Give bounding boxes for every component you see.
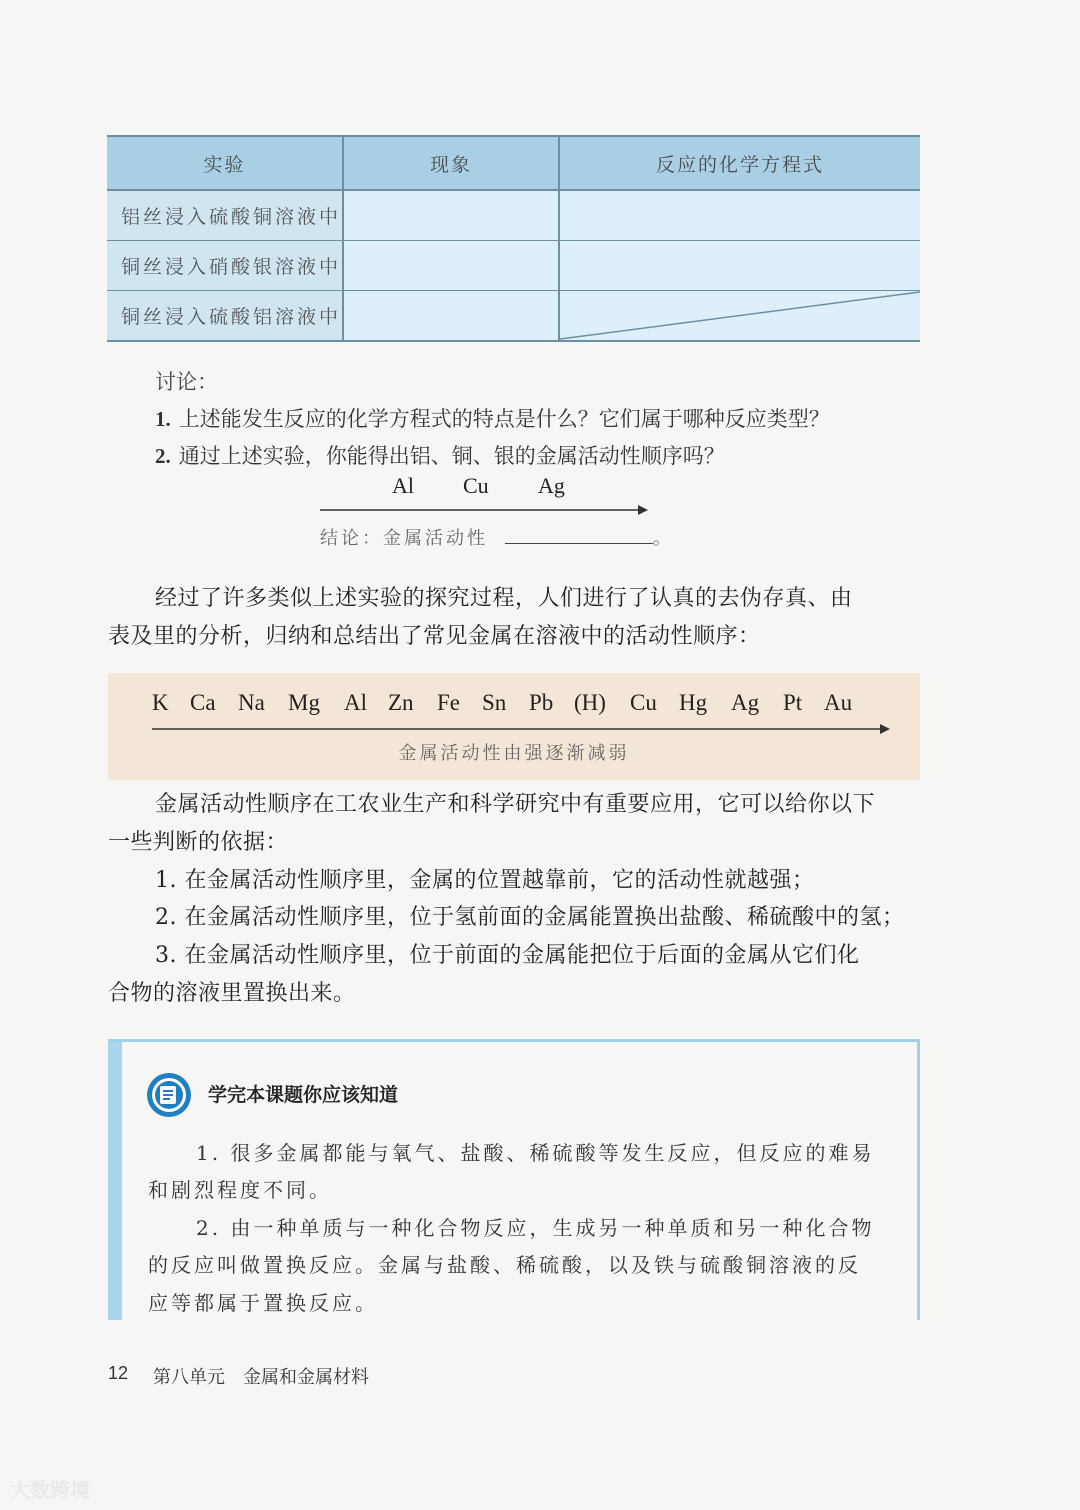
footer-unit-title: 金属和金属材料: [243, 1367, 369, 1388]
summary-sidebar: [108, 1042, 122, 1320]
table-cell-experiment: 铝丝浸入硫酸铜溶液中: [107, 190, 343, 241]
series-metal-k: K: [152, 690, 169, 715]
summary-title: 学完本课题你应该知道: [208, 1084, 399, 1106]
intro-line-2: 表及里的分析，归纳和总结出了常见金属在溶液中的活动性顺序：: [108, 624, 761, 649]
diagonal-line: [560, 291, 920, 340]
discussion-question-2: [155, 440, 725, 470]
table-cell-experiment: 铜丝浸入硝酸银溶液中: [107, 241, 343, 291]
metal-cu: Cu: [463, 473, 489, 498]
table-cell-equation-crossed: [559, 291, 920, 342]
conclusion-line: [320, 524, 674, 550]
summary-p2-line-2: 的反应叫做置换反应。金属与盐酸、稀硫酸，以及铁与硫酸铜溶液的反: [148, 1253, 861, 1277]
experiment-table: [107, 135, 920, 342]
conclusion-period: 。: [652, 528, 674, 549]
summary-box: [108, 1039, 920, 1320]
question-text: 上述能发生反应的化学方程式的特点是什么？它们属于哪种反应类型？: [178, 407, 830, 431]
summary-book-icon: [146, 1072, 192, 1118]
applications-line-2: 一些判断的依据：: [108, 830, 289, 855]
series-metal-pt: Pt: [783, 690, 803, 715]
summary-p1-line-2: 和剧烈程度不同。: [148, 1178, 332, 1202]
table-row: [107, 241, 920, 291]
conclusion-label: 结论：金属活动性: [320, 528, 488, 549]
table-header-row: [107, 136, 920, 190]
applications-line-1: 金属活动性顺序在工农业生产和科学研究中有重要应用，它可以给你以下: [155, 792, 876, 817]
summary-p2-line-3: 应等都属于置换反应。: [148, 1291, 378, 1315]
series-metal-na: Na: [238, 690, 265, 715]
table-header-phenomenon: 现象: [343, 136, 559, 190]
series-metal-ag: Ag: [731, 690, 760, 715]
applications-item-3a: 3. 在金属活动性顺序里，位于前面的金属能把位于后面的金属从它们化: [155, 943, 860, 968]
table-cell-phenomenon: [343, 291, 559, 342]
activity-arrow: [320, 502, 650, 518]
table-header-equation: 反应的化学方程式: [559, 136, 920, 190]
table-cell-phenomenon: [343, 190, 559, 241]
watermark-text: 大数跨境: [10, 1478, 90, 1502]
series-caption: 金属活动性由强逐渐减弱: [398, 743, 630, 764]
metal-al: Al: [392, 473, 414, 498]
table-cell-experiment: 铜丝浸入硫酸铝溶液中: [107, 291, 343, 342]
series-metal-cu: Cu: [630, 690, 657, 715]
metal-ag: Ag: [538, 473, 565, 498]
summary-p1-line-1: 1. 很多金属都能与氧气、盐酸、稀硫酸等发生反应，但反应的难易: [196, 1141, 875, 1165]
summary-p2-line-1: 2. 由一种单质与一种化合物反应，生成另一种单质和另一种化合物: [196, 1216, 875, 1240]
table-cell-equation: [559, 190, 920, 241]
discussion-question-1: [155, 403, 830, 433]
discussion-label: 讨论：: [155, 370, 218, 394]
intro-line-1: 经过了许多类似上述实验的探究过程，人们进行了认真的去伪存真、由: [155, 586, 853, 611]
table-cell-equation: [559, 241, 920, 291]
question-text: 通过上述实验，你能得出铝、铜、银的金属活动性顺序吗？: [178, 444, 725, 468]
table-row: [107, 291, 920, 342]
series-metal-pb: Pb: [529, 690, 554, 715]
table-cell-phenomenon: [343, 241, 559, 291]
question-number: 1.: [155, 407, 171, 431]
watermark-logo: [10, 1474, 90, 1503]
activity-series-box: [108, 673, 920, 780]
applications-item-1: 1. 在金属活动性顺序里，金属的位置越靠前，它的活动性就越强；: [155, 868, 815, 893]
applications-item-2: 2. 在金属活动性顺序里，位于氢前面的金属能置换出盐酸、稀硫酸中的氢；: [155, 905, 905, 930]
series-metal-h: (H): [574, 690, 606, 715]
question-number: 2.: [155, 444, 171, 468]
series-metal-hg: Hg: [679, 690, 708, 715]
series-metal-sn: Sn: [482, 690, 507, 715]
series-metal-fe: Fe: [437, 690, 460, 715]
page-number: 12: [108, 1363, 129, 1383]
series-metal-ca: Ca: [190, 690, 216, 715]
series-metal-mg: Mg: [288, 690, 320, 715]
series-metal-zn: Zn: [388, 690, 414, 715]
series-metal-au: Au: [824, 690, 853, 715]
series-arrow: [152, 722, 892, 736]
footer-unit: 第八单元: [153, 1367, 225, 1388]
table-header-experiment: 实验: [107, 136, 343, 190]
applications-item-3b: 合物的溶液里置换出来。: [108, 981, 356, 1006]
series-metal-al: Al: [344, 690, 367, 715]
table-row: [107, 190, 920, 241]
conclusion-blank: [505, 525, 653, 544]
